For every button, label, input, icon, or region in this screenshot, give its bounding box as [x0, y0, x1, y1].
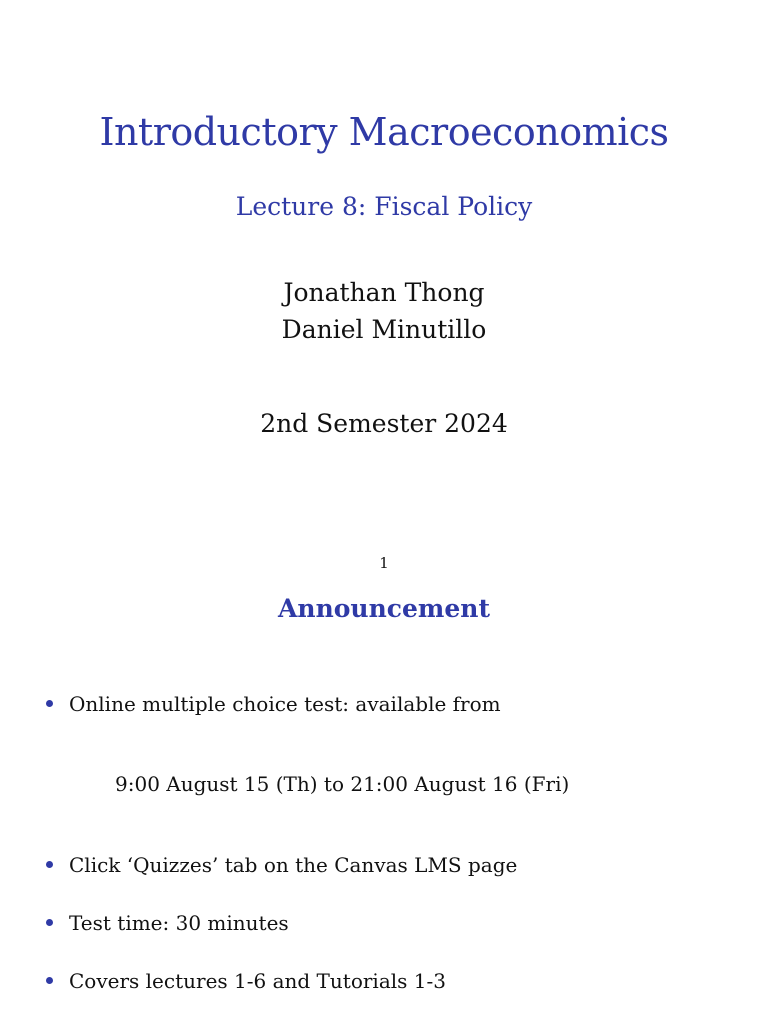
bullet-text: Click ‘Quizzes’ tab on the Canvas LMS page	[69, 853, 518, 877]
bullet-dot-icon	[46, 919, 53, 926]
author-name: Jonathan Thong	[283, 278, 485, 307]
bullet-dot-icon	[46, 977, 53, 984]
bullet-text: Online multiple choice test: available from	[69, 692, 501, 716]
announcement-heading: Announcement	[278, 594, 490, 623]
semester-label: 2nd Semester 2024	[260, 409, 508, 438]
bullet-dot-icon	[46, 861, 53, 868]
lecture-subtitle: Lecture 8: Fiscal Policy	[235, 192, 533, 221]
test-window-text: 9:00 August 15 (Th) to 21:00 August 16 (Fri)	[115, 772, 570, 796]
bullet-text: Test time: 30 minutes	[69, 911, 289, 935]
bullet-dot-icon	[46, 700, 53, 707]
author-name: Daniel Minutillo	[281, 315, 487, 344]
bullet-text: Covers lectures 1-6 and Tutorials 1-3	[69, 969, 446, 993]
page-number: 1	[379, 554, 389, 572]
lecture-title: Introductory Macroeconomics	[99, 110, 669, 154]
